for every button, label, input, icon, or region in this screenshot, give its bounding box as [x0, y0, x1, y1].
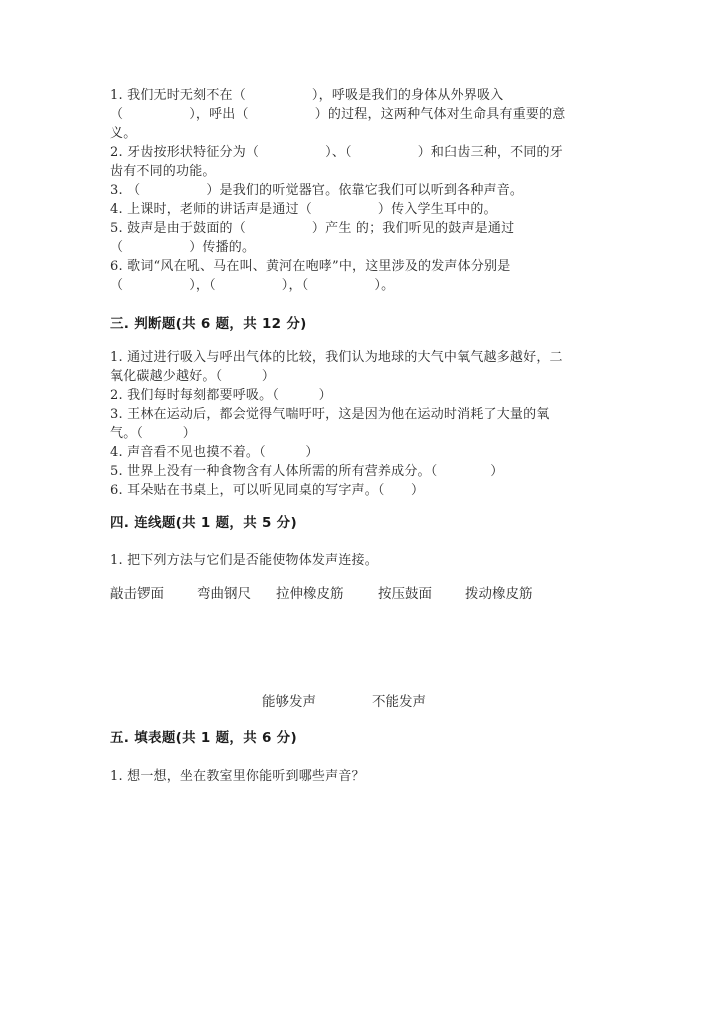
method-stretch-rubber-band[interactable]: 拉伸橡皮筋: [276, 586, 344, 602]
fill-blank-q1-line3: 义。: [110, 126, 137, 141]
fill-blank-q5-line2: （ ）传播的。: [110, 240, 256, 255]
fill-blank-q5-line1: 5. 鼓声是由于鼓面的（ ）产生 的；我们听见的鼓声是通过: [110, 221, 515, 236]
fill-blank-q1-line2: （ ），呼出（ ）的过程，这两种气体对生命具有重要的意: [110, 107, 566, 122]
fill-blank-q4: 4. 上课时，老师的讲话声是通过（ ）传入学生耳中的。: [110, 202, 497, 217]
method-press-drum[interactable]: 按压鼓面: [378, 586, 432, 602]
true-false-section: [110, 348, 563, 500]
fill-blank-q6-line2: （ ），（ ），（ ）。: [110, 278, 395, 293]
section-title-matching: 四. 连线题(共 1 题，共 5 分): [110, 515, 297, 531]
section-title-true-false: 三. 判断题(共 6 题，共 12 分): [110, 316, 307, 332]
fill-blank-q6-line1: 6. 歌词“风在吼、马在叫、黄河在咆哮”中，这里涉及的发声体分别是: [110, 259, 511, 274]
fill-blank-q3: 3. （ ）是我们的听觉器官。依靠它我们可以听到各种声音。: [110, 183, 524, 198]
fill-blank-q2-line2: 齿有不同的功能。: [110, 164, 216, 179]
fill-blank-section: [110, 86, 566, 295]
section-title-fill-table: 五. 填表题(共 1 题，共 6 分): [110, 730, 297, 746]
tf-q6: 6. 耳朵贴在书桌上，可以听见同桌的写字声。（ ）: [110, 483, 425, 498]
result-cannot-sound[interactable]: 不能发声: [372, 694, 426, 710]
tf-q4: 4. 声音看不见也摸不着。（ ）: [110, 445, 319, 460]
method-bend-ruler[interactable]: 弯曲钢尺: [197, 586, 251, 602]
method-strike-gong[interactable]: 敲击锣面: [110, 586, 164, 602]
matching-question: 1. 把下列方法与它们是否能使物体发声连接。: [110, 553, 378, 568]
tf-q5: 5. 世界上没有一种食物含有人体所需的所有营养成分。（ ）: [110, 464, 504, 479]
fill-table-question: 1. 想一想，坐在教室里你能听到哪些声音？: [110, 769, 365, 784]
fill-blank-q2-line1: 2. 牙齿按形状特征分为（ ）、（ ）和臼齿三种，不同的牙: [110, 145, 563, 160]
tf-q1-line1: 1. 通过进行吸入与呼出气体的比较，我们认为地球的大气中氧气越多越好，二: [110, 350, 563, 365]
matching-methods-row: [110, 585, 610, 604]
tf-q2: 2. 我们每时每刻都要呼吸。（ ）: [110, 388, 332, 403]
tf-q3-line2: 气。（ ）: [110, 426, 196, 441]
fill-blank-q1-line1: 1. 我们无时无刻不在（ ），呼吸是我们的身体从外界吸入: [110, 88, 504, 103]
tf-q1-line2: 氧化碳越少越好。（ ）: [110, 369, 276, 384]
method-pluck-rubber-band[interactable]: 拨动橡皮筋: [465, 586, 533, 602]
tf-q3-line1: 3. 王林在运动后，都会觉得气喘吁吁，这是因为他在运动时消耗了大量的氧: [110, 407, 550, 422]
matching-results-row: [110, 693, 610, 712]
result-can-sound[interactable]: 能够发声: [262, 694, 316, 710]
